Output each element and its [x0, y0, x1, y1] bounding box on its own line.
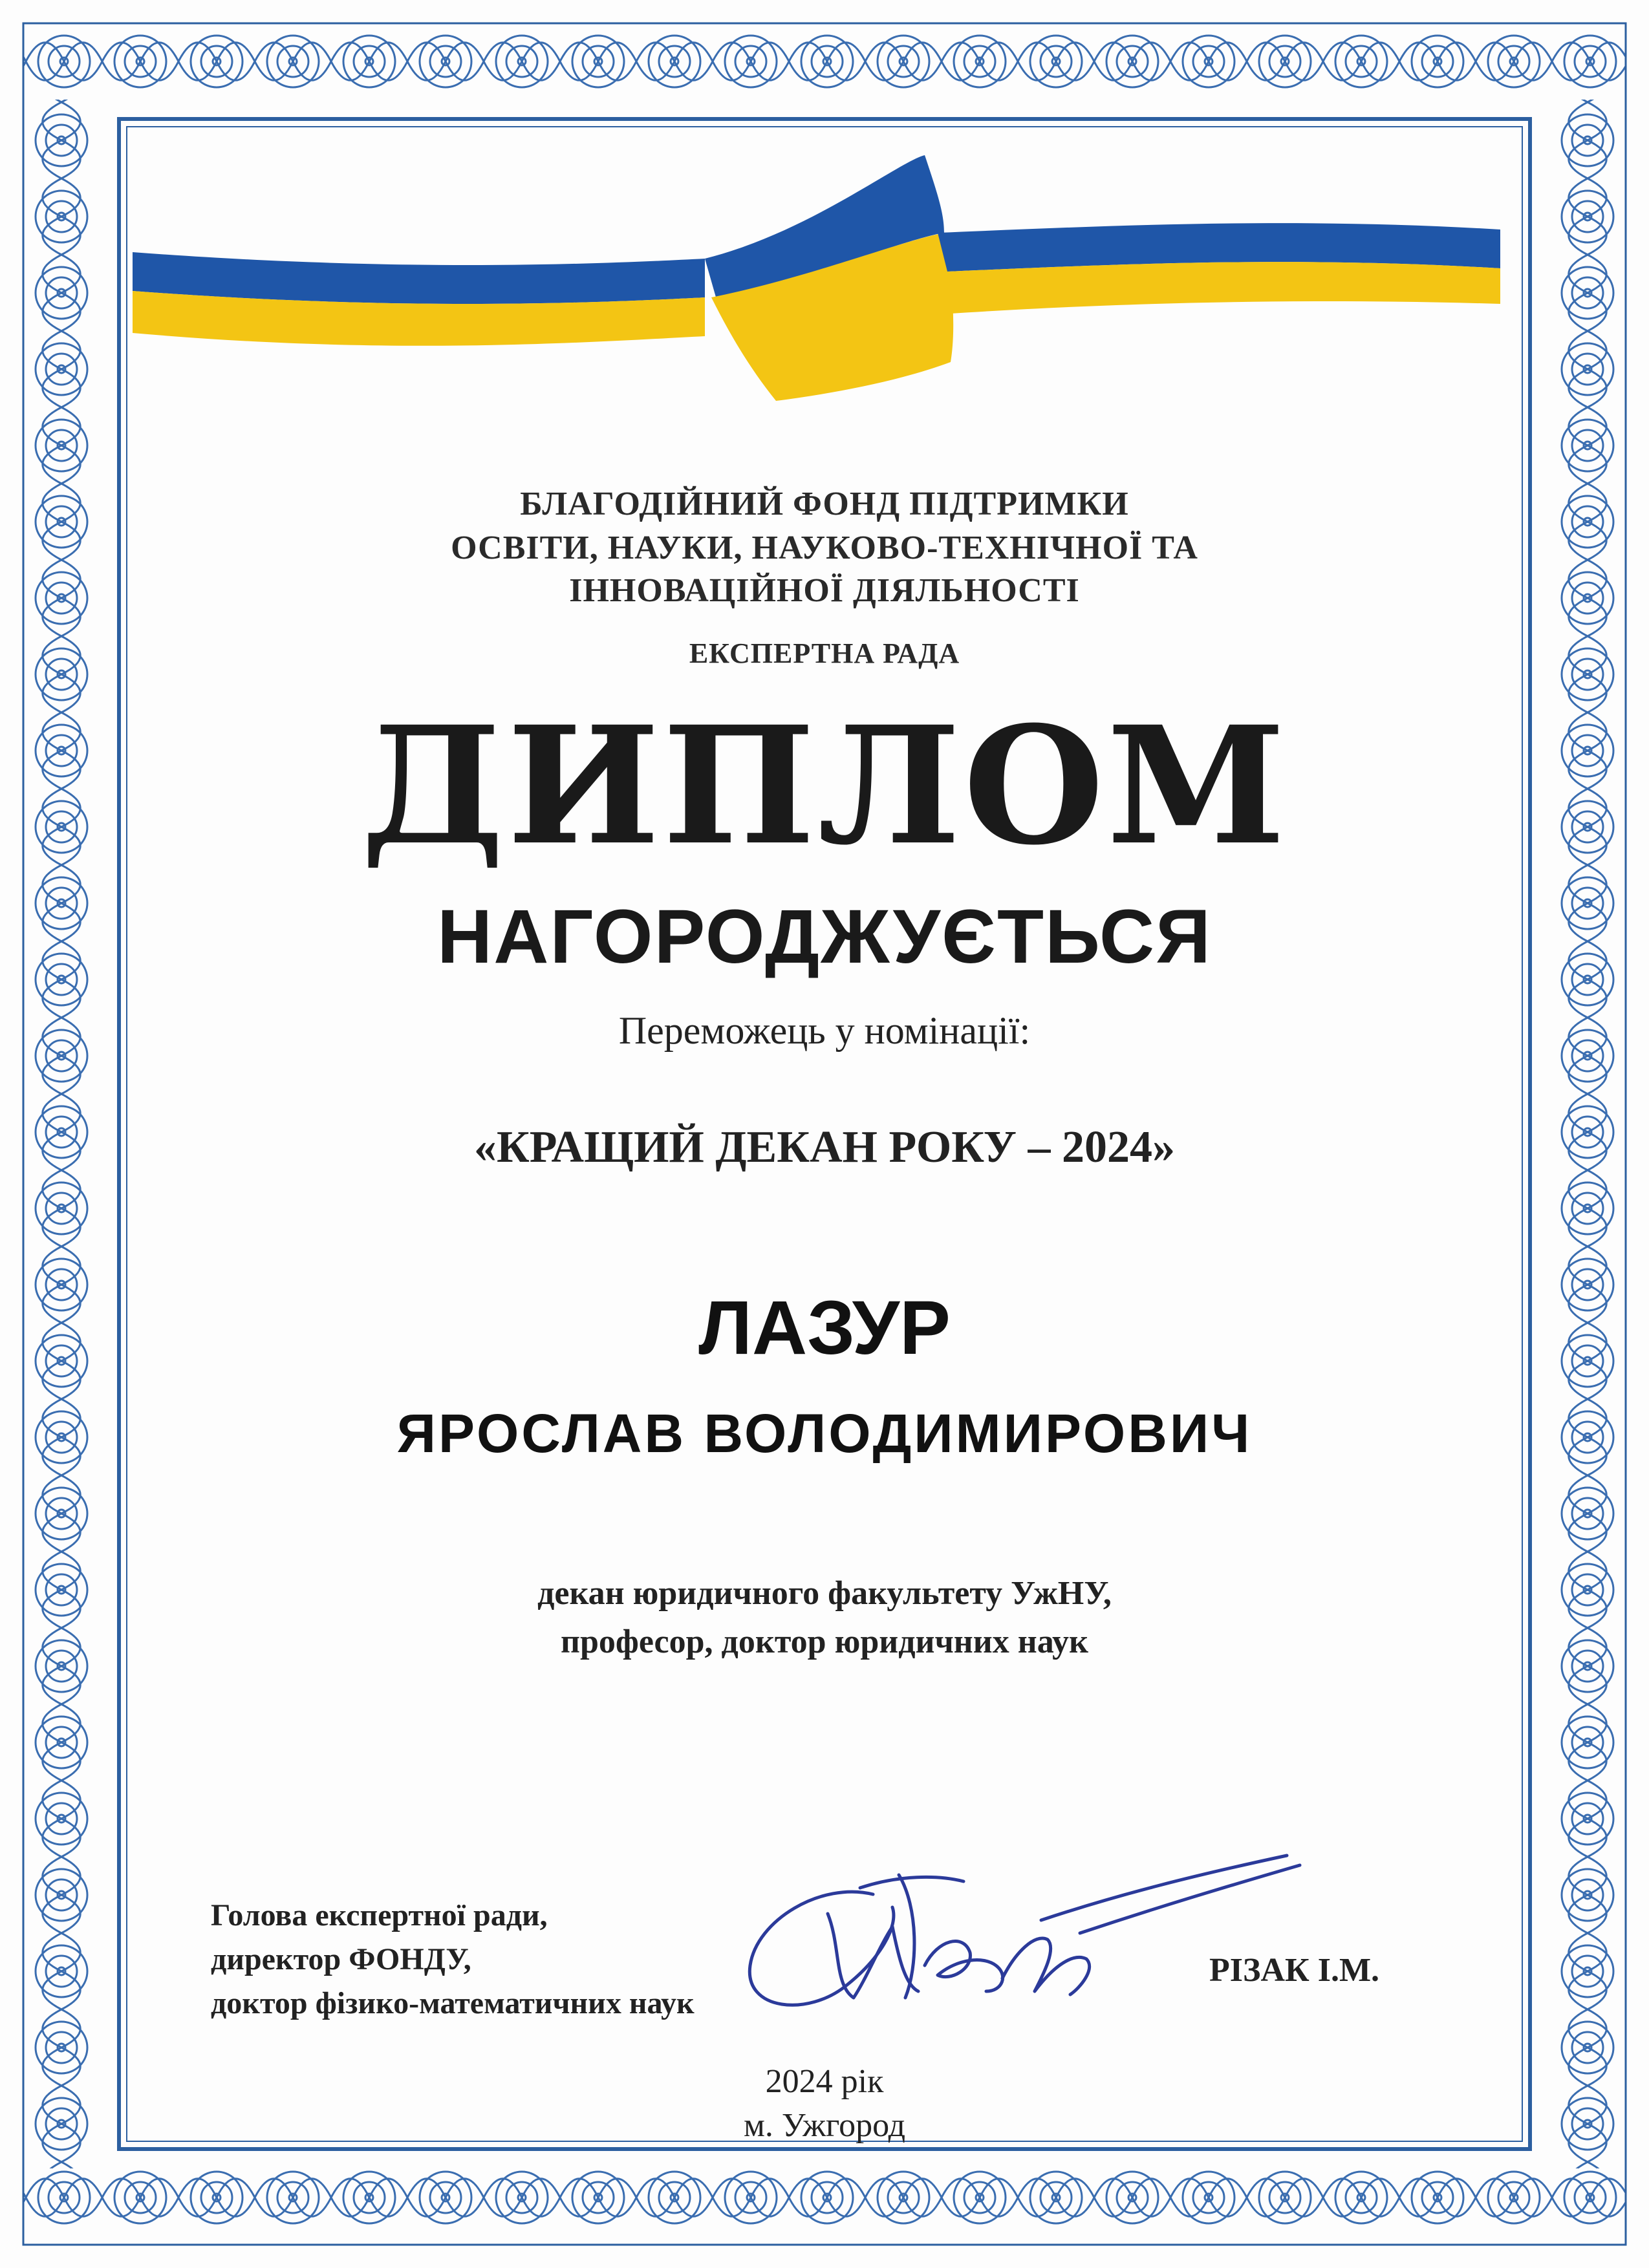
issue-city: м. Ужгород: [743, 2107, 906, 2144]
signatory-title-line-1: Голова експертної ради,: [211, 1898, 548, 1932]
diploma-title: ДИПЛОМ: [360, 690, 1289, 881]
signatory-title-line-3: доктор фізико-математичних наук: [211, 1986, 695, 2020]
signatory-name: РІЗАК І.М.: [1209, 1952, 1380, 1989]
issue-year: 2024 рік: [765, 2063, 884, 2100]
organization-line-1: БЛАГОДІЙНИЙ ФОНД ПІДТРИМКИ: [520, 486, 1129, 522]
recipient-position-line-2: професор, доктор юридичних наук: [560, 1623, 1089, 1660]
nomination-label: Переможець у номінації:: [618, 1009, 1031, 1052]
flag-ribbon: [0, 0, 1649, 453]
recipient-given-names: ЯРОСЛАВ ВОЛОДИМИРОВИЧ: [396, 1403, 1253, 1464]
recipient-position-line-1: декан юридичного факультету УжНУ,: [537, 1575, 1112, 1612]
expert-council: ЕКСПЕРТНА РАДА: [689, 637, 960, 669]
recipient-surname: ЛАЗУР: [698, 1285, 951, 1371]
nomination-title: «КРАЩИЙ ДЕКАН РОКУ – 2024»: [473, 1122, 1175, 1172]
signatory-title-line-2: директор ФОНДУ,: [211, 1942, 471, 1976]
handwritten-signature: [731, 1836, 1313, 2043]
organization-line-3: ІННОВАЦІЙНОЇ ДІЯЛЬНОСТІ: [569, 572, 1080, 609]
awarded-heading: НАГОРОДЖУЄТЬСЯ: [437, 894, 1212, 979]
organization-line-2: ОСВІТИ, НАУКИ, НАУКОВО-ТЕХНІЧНОЇ ТА: [451, 530, 1198, 566]
